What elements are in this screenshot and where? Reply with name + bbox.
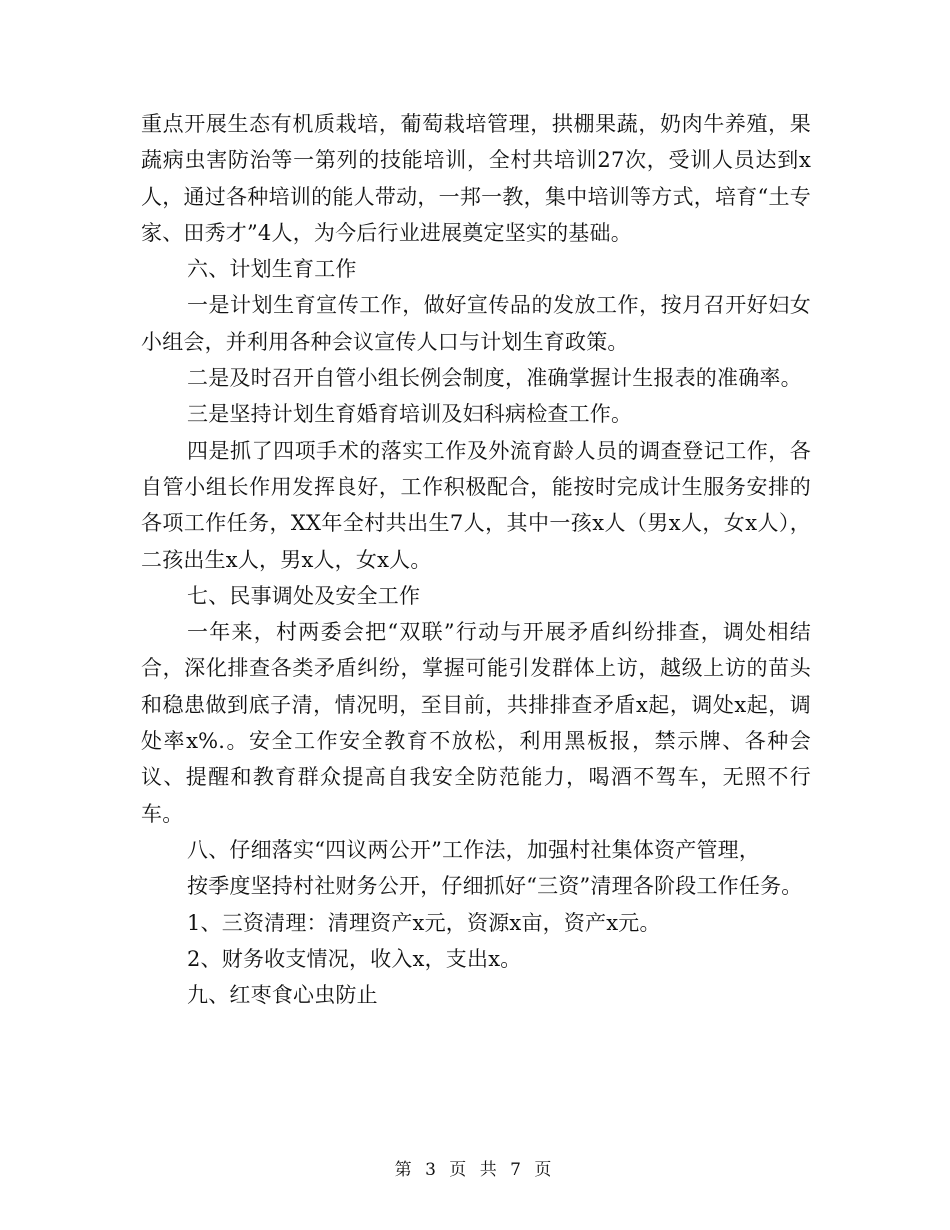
paragraph: 按季度坚持村社财务公开，仔细抓好“三资”清理各阶段工作任务。	[187, 874, 803, 899]
section-heading: 七、民事调处及安全工作	[187, 583, 421, 608]
paragraph: 一年来，村两委会把“双联”行动与开展矛盾纠纷排查，调处相结合，深化排查各类矛盾纠纷，掌握可能引发群体上访，越级上访的苗头和稳患做到底子清，情况明，至目前，共排排查矛盾x起，调处x起，调处率x%.。安全工作安全教育不放松，利用黑板报，禁示牌、各种会议、提醒和教育群众提高自我安全防范能力，喝酒不驾车，无照不行车。	[141, 620, 811, 826]
paragraph: 三是坚持计划生育婚育培训及妇科病检查工作。	[187, 402, 633, 427]
body-text	[141, 106, 811, 1013]
list-item: 1、三资清理：清理资产x元，资源x亩，资产x元。	[187, 910, 661, 935]
section-heading: 九、红枣食心虫防止	[187, 983, 378, 1008]
paragraph: 重点开展生态有机质栽培，葡萄栽培管理，拱棚果蔬，奶肉牛养殖，果蔬病虫害防治等一第列的技能培训，全村共培训27次，受训人员达到x人，通过各种培训的能人带动，一邦一教，集中培训等方式，培育“土专家、田秀才”4人，为今后行业进展奠定坚实的基础。	[141, 112, 811, 245]
paragraph: 二是及时召开自管小组长例会制度，准确掌握计生报表的准确率。	[187, 366, 802, 391]
list-item: 2、财务收支情况，收入x，支出x。	[187, 946, 522, 971]
page-number: 第 3 页 共 7 页	[394, 1160, 556, 1180]
paragraph: 一是计划生育宣传工作，做好宣传品的发放工作，按月召开好妇女小组会，并利用各种会议宣传人口与计划生育政策。	[141, 293, 811, 354]
section-heading: 八、仔细落实“四议两公开”工作法，加强村社集体资产管理，	[187, 837, 761, 862]
paragraph: 四是抓了四项手术的落实工作及外流育龄人员的调查登记工作，各自管小组长作用发挥良好，工作积极配合，能按时完成计生服务安排的各项工作任务，XX年全村共出生7人，其中一孩x人（男x人，女x人），二孩出生x人，男x人，女x人。	[141, 438, 811, 572]
section-heading: 六、计划生育工作	[187, 257, 357, 282]
